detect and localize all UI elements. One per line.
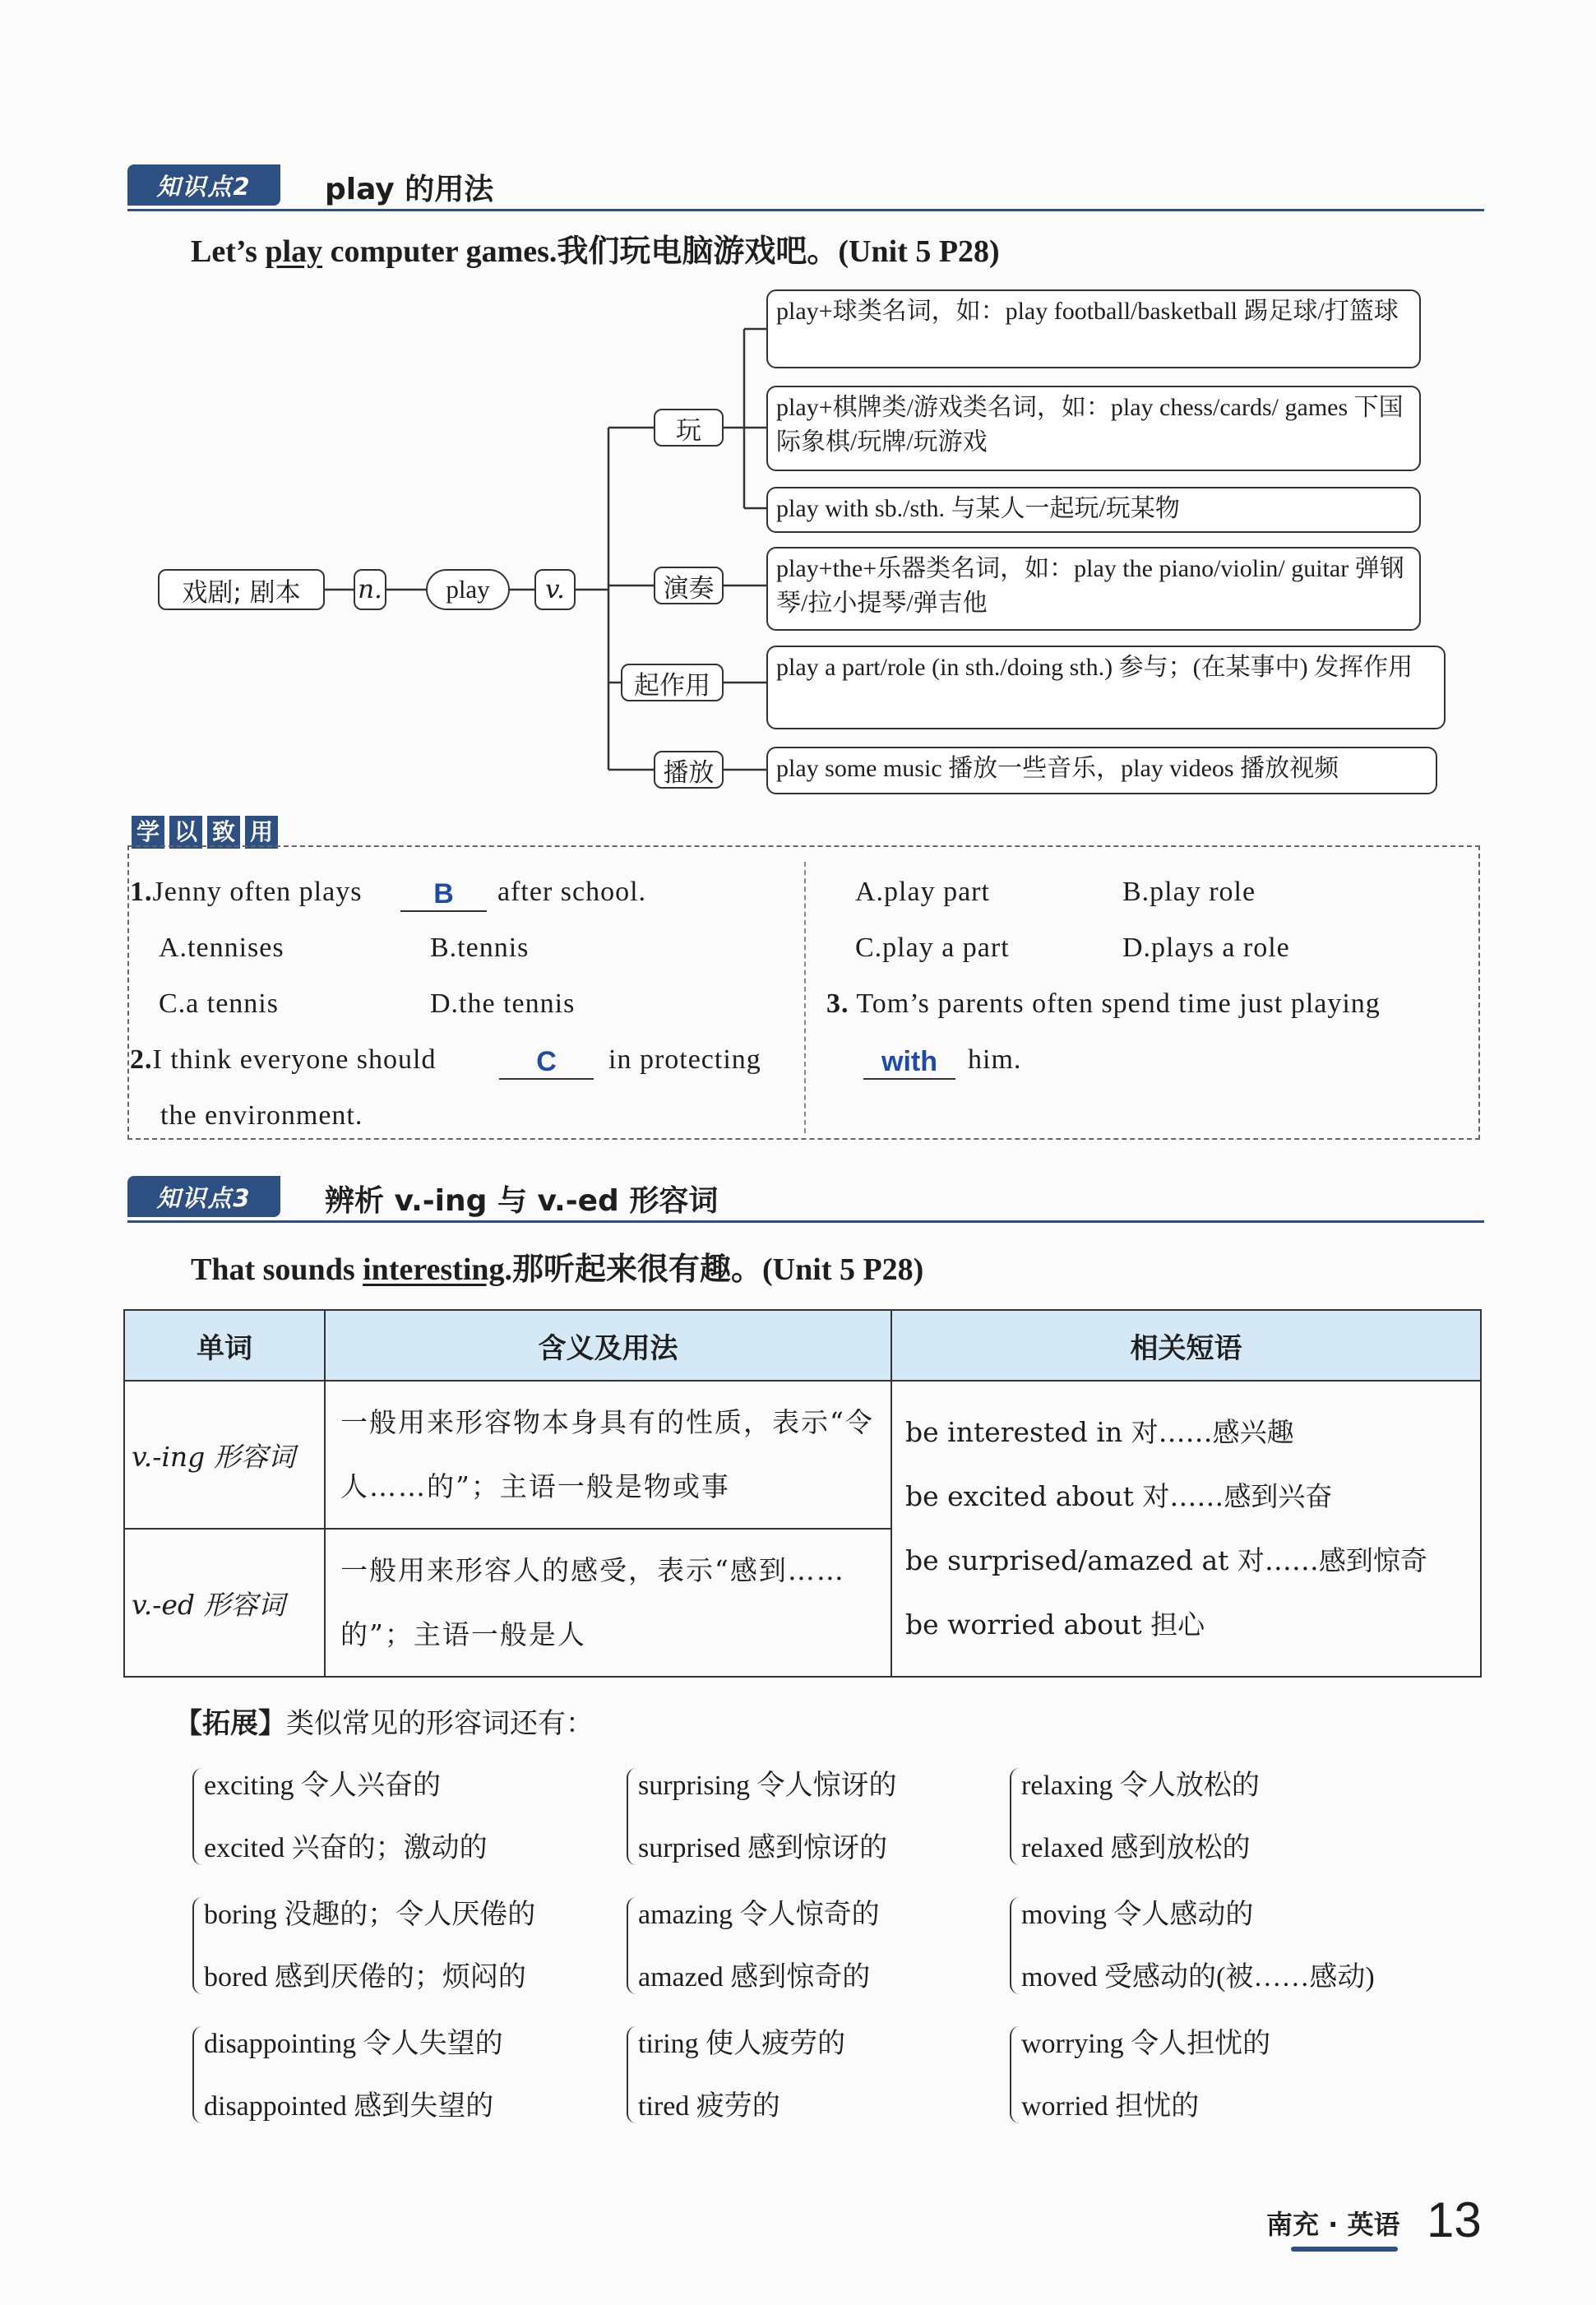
q1-option-c: C.a tennis	[159, 988, 279, 1019]
usage-play-instrument: play+the+乐器类名词，如：play the piano/violin/ guitar 弹钢琴/拉小提琴/弹吉他	[766, 547, 1421, 631]
q2-option-a: A.play part	[855, 877, 990, 907]
q1-answer-blank[interactable]: B	[400, 878, 487, 912]
brace	[192, 2026, 202, 2123]
phrase-surprised: be surprised/amazed at 对……感到惊奇	[905, 1544, 1427, 1576]
practice-divider	[804, 862, 806, 1133]
brace	[192, 1768, 202, 1865]
brace	[1010, 1768, 1020, 1865]
section2-title: play 的用法	[325, 173, 494, 206]
extension-intro: 【拓展】类似常见的形容词还有：	[174, 1707, 594, 1740]
pair-worrying: worrying 令人担忧的 worried 担忧的	[1021, 2029, 1271, 2122]
q1-option-b: B.tennis	[430, 933, 530, 963]
noun-meaning-node: 戏剧; 剧本	[158, 569, 325, 610]
table-header-usage: 含义及用法	[325, 1310, 891, 1381]
branch-qizuoyong: 起作用	[621, 664, 724, 701]
section3-badge: 知识点3	[127, 1176, 280, 1217]
table-row-ed-word: v.-ed 形容词	[124, 1529, 325, 1677]
usage-play-games: play+棋牌类/游戏类名词，如：play chess/cards/ games 下国际象棋/玩牌/玩游戏	[766, 386, 1421, 471]
section3-divider	[127, 1220, 1484, 1223]
q2-text: 2.I think everyone should	[130, 1044, 437, 1075]
pair-surprising: surprising 令人惊讶的 surprised 感到惊讶的	[638, 1770, 897, 1863]
center-play-node: play	[426, 569, 510, 610]
table-row-ing-word: v.-ing 形容词	[124, 1381, 325, 1529]
adjective-table	[123, 1309, 1482, 1678]
q1-option-a: A.tennises	[159, 933, 285, 963]
table-row-ed-usage: 一般用来形容人的感受，表示“感到……的”；主语一般是人	[325, 1529, 891, 1677]
brace	[192, 1897, 202, 1994]
phrase-excited: be excited about 对……感到兴奋	[905, 1480, 1333, 1512]
usage-play-music: play some music 播放一些音乐，play videos 播放视频	[766, 747, 1437, 794]
phrase-interested: be interested in 对……感兴趣	[905, 1416, 1294, 1448]
pair-relaxing: relaxing 令人放松的 relaxed 感到放松的	[1021, 1770, 1260, 1863]
section2-example: Let’s play computer games.我们玩电脑游戏吧。(Unit 5 P28)	[191, 234, 1000, 269]
section3-example: That sounds interesting.那听起来很有趣。(Unit 5 P28)	[191, 1252, 924, 1287]
brace	[627, 1768, 636, 1865]
q2-cont: the environment.	[160, 1100, 363, 1131]
branch-bofang: 播放	[654, 751, 724, 789]
table-phrases-cell	[891, 1381, 1481, 1677]
usage-play-ball: play+球类名词，如：play football/basketball 踢足球/打篮球	[766, 289, 1421, 368]
page-number: 13	[1427, 2192, 1482, 2247]
q3-text: 3. Tom’s parents often spend time just playing	[826, 988, 1381, 1019]
branch-yanzou: 演奏	[654, 567, 724, 604]
q2-option-c: C.play a part	[855, 933, 1010, 963]
q2-option-b: B.play role	[1122, 877, 1256, 907]
q2-answer-blank[interactable]: C	[499, 1046, 594, 1080]
q1-post: after school.	[497, 877, 647, 907]
q3-answer-blank[interactable]: with	[863, 1046, 955, 1080]
noun-pos-node: n.	[354, 569, 386, 610]
brace	[1010, 1897, 1020, 1994]
brace	[627, 2026, 636, 2123]
verb-pos-node: v.	[534, 569, 576, 610]
branch-wan: 玩	[654, 409, 724, 447]
footer-accent	[1291, 2247, 1398, 2252]
pair-moving: moving 令人感动的 moved 受感动的(被……感动)	[1021, 1900, 1375, 1993]
brace	[1010, 2026, 1020, 2123]
usage-play-role: play a part/role (in sth./doing sth.) 参与；(在某事中) 发挥作用	[766, 646, 1446, 729]
pair-disappointing: disappointing 令人失望的 disappointed 感到失望的	[204, 2029, 503, 2122]
table-row-ing-usage: 一般用来形容物本身具有的性质，表示“令人……的”；主语一般是物或事	[325, 1381, 891, 1529]
usage-play-with: play with sb./sth. 与某人一起玩/玩某物	[766, 487, 1421, 533]
q1-option-d: D.the tennis	[430, 988, 576, 1019]
q2-post: in protecting	[608, 1044, 761, 1075]
practice-badge: 学 以 致 用	[132, 816, 278, 849]
pair-tiring: tiring 使人疲劳的 tired 疲劳的	[638, 2029, 846, 2122]
pair-exciting: exciting 令人兴奋的 excited 兴奋的；激动的	[204, 1770, 488, 1863]
pair-boring: boring 没趣的；令人厌倦的 bored 感到厌倦的；烦闷的	[204, 1900, 536, 1993]
q2-option-d: D.plays a role	[1122, 933, 1290, 963]
footer-label: 南充 · 英语	[1266, 2209, 1400, 2240]
table-header-word: 单词	[124, 1310, 325, 1381]
section2-badge: 知识点2	[127, 164, 280, 206]
brace	[627, 1897, 636, 1994]
phrase-worried: be worried about 担心	[905, 1608, 1205, 1641]
section3-title: 辨析 v.-ing 与 v.-ed 形容词	[325, 1184, 719, 1218]
q1-text: 1.Jenny often plays	[130, 877, 363, 907]
pair-amazing: amazing 令人惊奇的 amazed 感到惊奇的	[638, 1900, 880, 1993]
q3-post: him.	[968, 1044, 1022, 1075]
table-header-phrases: 相关短语	[891, 1310, 1481, 1381]
